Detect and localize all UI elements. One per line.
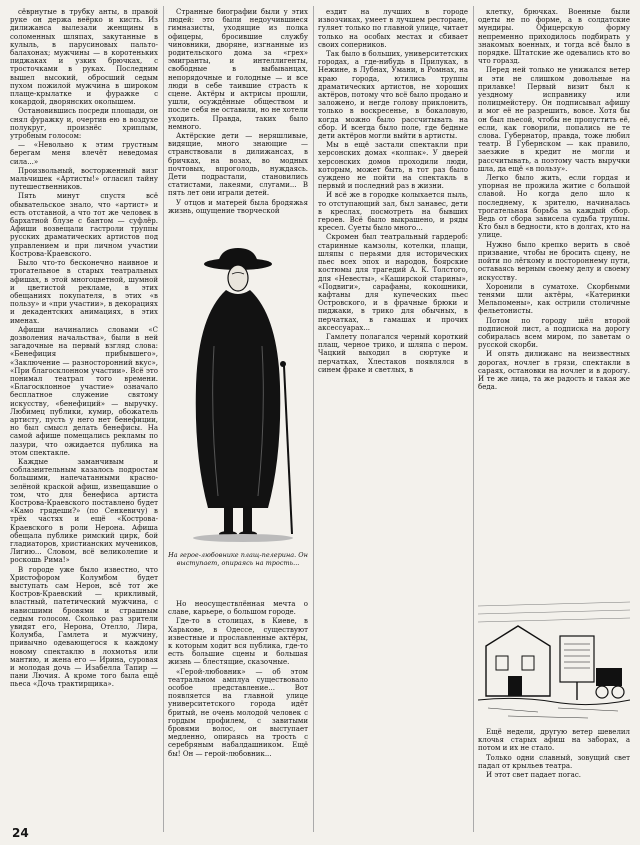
paragraph: Перед ней только не унижался ветер и эти не слишком довольные на прилавке! Первый визит был к уездному исправнику или полицмейстеру. Он подписывал афишу и мог её не разрешить, вовсе. Хотя бы он был пьесой, чтобы не пропустить её, если, как говорили, попались не те слова. Губернатор, правда, тоже любил театр. В Губернском — как правило, заезжие в кредит не могли и рассчитывать, а поэтому часть выручки шла, да ещё «в пользу». — [478, 66, 630, 173]
paragraph: Нужно было крепко верить в своё призвание, чтобы не бросить сцену, не пойти по лёгкому и постороннему пути, оставаясь верным своему делу и своему искусству. — [478, 240, 630, 282]
paragraph: — «Невольно к этим грустным берегам меня влечёт неведомая сила...» — [10, 141, 158, 166]
paragraph: Актёрские дети — неряшливые, видящие, много знающие — странствовали в дилижансах, в бричках, на возах, во модных почтовых, впроголодь, нуждаясь. Дети подрастали, становились статистами, лакеями, слугами... В пять лет они играли детей. — [168, 132, 308, 198]
paragraph: И всё же в городке колыхается пыль, то отступающий зал, был занавес, дети в креслах, посмотреть на бывших героев. Всё было выкрашено, и ряды кресел. Суеты было много... — [318, 191, 468, 233]
article-column-4-bottom — [478, 728, 630, 828]
hero-lover-illustration — [168, 246, 308, 546]
column-divider — [473, 6, 474, 832]
column-divider — [313, 6, 314, 832]
paragraph: И опять дилижанс на неизвестных дорогах, ночлег в грязи, спектакли в сараях, остановки на ночлег и в дорогу. И те же лица, та же радость и такая же беда. — [478, 350, 630, 392]
paragraph: «Герой-любовник» — об этом театральном амплуа существовало особое представление... Вот появляется на главной улице университетского города идёт бритый, не очень молодой человек с гордым профилем, с завитыми бровями волос, он выступает медленно, опираясь на трость с серебряным набалдашником. Ещё бы! Он — герой-любовник... — [168, 667, 308, 758]
article-column-2-bottom — [168, 600, 308, 830]
paragraph: Остановившись посреди площади, он снял фуражку и, очертив ею в воздухе полукруг, произнёс хриплым, утробным голосом: — [10, 107, 158, 141]
article-column-2-top — [168, 8, 308, 248]
paragraph: ездит на лучших в городе извозчиках, умеет в лучшем ресторане, гуляет только по главной улице, читает только на особых местах и сбивает своих соперников. — [318, 8, 468, 49]
paragraph: Но неосуществлённая мечта о славе, карьере, о большом городе. — [168, 600, 308, 617]
paragraph: Мы в ещё застали спектакли при херсонских домах «колпак». У дверей херсонских домов проходили люди, которым, может быть, в тот раз было суждено не пойти на спектакль в первый и последний раз в жизни. — [318, 141, 468, 191]
paragraph: Хоронили в суматохе. Скорбными тенями шли актёры, «Катеринки Мельпомены», как острили столичные фельетонисты. — [478, 282, 630, 316]
paragraph: Только одни славный, зовущий свет падал от крыльев театра. — [478, 753, 630, 770]
street-sketch-illustration — [478, 596, 630, 724]
paragraph: Было что-то бесконечно наивное и трогательное в старых театральных афишах, в этой многоцветной, шумной и цветистой рекламе, в этих обещаниях покупателя, в этих «в пользу» и «при участии», в декорациях и декадентских анимациях, в этих именах. — [10, 259, 158, 325]
page-number: 24 — [12, 826, 29, 840]
paragraph: клетку, брючках. Военные были одеты не по форме, а в солдатские мундиры. Офицерскую форму непременно приходилось подбирать у знакомых военных, и тогда всё было в порядке. Штатские же одевались кто во что горазд. — [478, 8, 630, 66]
paragraph: Афиши начинались словами «С дозволения начальства», были в ней загадочные на первый взгляд слова: «Бенефиция прибывшего», «Заключение — разносторонний вкус», «При благосклонном участии». Всё это понимал театрал того времени. «Благосклонное участие» означало бесплатное служение святому искусству, «бенефиций» — выручку. Любимец публики, кумир, обожатель артисту, пусть у него нет бенефиции, но был смысл делать бенефисы. На самой афише помещались рекламы по лазури, что ожидается публика на этом спектакле. — [10, 325, 158, 457]
paragraph: Потом по городу шёл второй подписной лист, а подписка на дорогу собиралась всем миром, по заветам о русской скорби. — [478, 316, 630, 350]
paragraph: Скромен был театральный гардероб: старинные камзолы, котелки, плащи, шляпы с перьями для исторических пьес всех эпох и народов, боярские костюмы для трагедий А. К. Толстого, для «Невесты», «Каширской старины», «Подвиги», сарафаны, кокошники, кафтаны для купеческих пьес Островского, и в фрачные брюки и пиджаки, в трико для обычных, в перчатках, в гамашах и прочих аксессуарах... — [318, 233, 468, 332]
paragraph: Гамлету полагался черный короткий плащ, черное трико, и шляпа с пером. Чацкий выходил в сюртуке и перчатках, Хлестаков появлялся в синем фраке и светлых, в — [318, 332, 468, 374]
illustration-caption: На герое-любовнике плащ-пелерина. Он выступает, опираясь на трость... — [168, 551, 308, 567]
paragraph: В городе уже было известно, что Христофором Колумбом будет выступать сам Нерон, всё тот же Костров-Краевский — крикливый, властный, патетический мужчина, с нависшими бровями и страшным седым голосом. Сколько раз зрители увидят его, Нерона, Отелло, Лира, Колумба, Гамлета и мужчину, привычно одевающегося к каждому новому спектаклю в лохмотья или мантию, и жена его — Ирина, суровая и молодая дочь — Изабелла Тапир — пани Лючия. А кроме того была ещё пьеса «Дочь трактирщика». — [10, 565, 158, 689]
paragraph: сёврнутые в трубку анты, в правой руке он держа веёрко и кисть. Из дилижанса вылезали женщины в соломенных шляпах, закутанные в кулыль, в парусиновых пальто-балахонах; мужчины — в коротеньких пиджаках и узких брючках, с тросточками в руках. Последним вышел высокий, обросший седым пухом пожилой мужчина в широком плаще-крылатке и фуражке с кокардой, дворянских околышем. — [10, 8, 158, 107]
paragraph: Каждые заманчивым и соблазнительным казалось подростам большими, напечатанными красно-зелёной краской афиш, извещавшие о том, что для бенефиса артиста Кострова-Краевского поставлено будет «Камо грядеши?» (по Сенкевичу) в трёх частях и ещё «Кострова-Краевского в роли Нерона. Афиша обещала публике римский цирк, бой гладиаторов, христианских мучеников, Лигию... Словом, всё великолепие и роскошь Рима!» — [10, 457, 158, 565]
paragraph: Легко было жить, если гордая и упорная не прожила житие с большой славой. Но когда дело шло к последнему, к зрителю, начиналась трогательная борьба за каждый сбор. Ведь от сбора зависела судьба труппы. Кто был в бедности, кто в долгах, кто на улице. — [478, 174, 630, 240]
paragraph: Странные биографии были у этих людей: это были недоучившиеся гимназисты, уходящие из полка офицеры, бросившие службу чиновники, дворяне, изгнанные из родительского дома за «грех» эмигранты, и интеллигенты, свободные в выбыванцах, непорядочные и голодные — и все люди в себе таившие страсть к сцене. Актёры и актрисы прошли, ушли, осуждённые обществом и после себя не оставили, но не хотели уходить. Правда, таких было немного. — [168, 8, 308, 131]
paragraph: Произвольный, восторженный визг мальчишек «Артисты!» огласил тайну путешественников. — [10, 166, 158, 192]
paragraph: И этот свет падает погас. — [486, 771, 581, 780]
paragraph: Пять минут спустя всё обывательское знало, что «артист» и есть отставной, а что тот же человек в бархатной блузе с бантом — суфлёр. Афиши возвещали гастроли труппы русских драматических артистов под управлением и при личном участии Кострова-Краевского. — [10, 192, 158, 258]
article-column-4 — [478, 8, 630, 598]
paragraph: Так было в больших, университетских городах, а где-нибудь в Прилуках, в Нежине, в Лубнах, Умани, в Ромнах, на краю города, ютились труппы драматических артистов, не хороших актёров, потому что всё было продано и заложено, и негде голову приклонить, только в воскресенье, в бокаловую, когда можно было рассчитывать на сбор. И всегда было поле, где бедные дети актёров могли выйти в артисты. — [318, 50, 468, 141]
paragraph: Ещё недели, другую ветер шевелил клочья старых афиш на заборах, а потом и их не стало. — [478, 728, 630, 753]
article-column-1 — [10, 8, 158, 828]
column-divider — [163, 6, 164, 832]
article-column-3 — [318, 8, 468, 828]
paragraph: У отцов и матерей была бродяжья жизнь, ощущение творческой — [168, 198, 308, 215]
paragraph: Где-то в столицах, в Киеве, в Харькове, в Одессе, существуют известные и прославленные актёры, к которым ходит вся публика, где-то есть большие сцены и большая жизнь — блестящие, сказочные. — [168, 617, 308, 667]
